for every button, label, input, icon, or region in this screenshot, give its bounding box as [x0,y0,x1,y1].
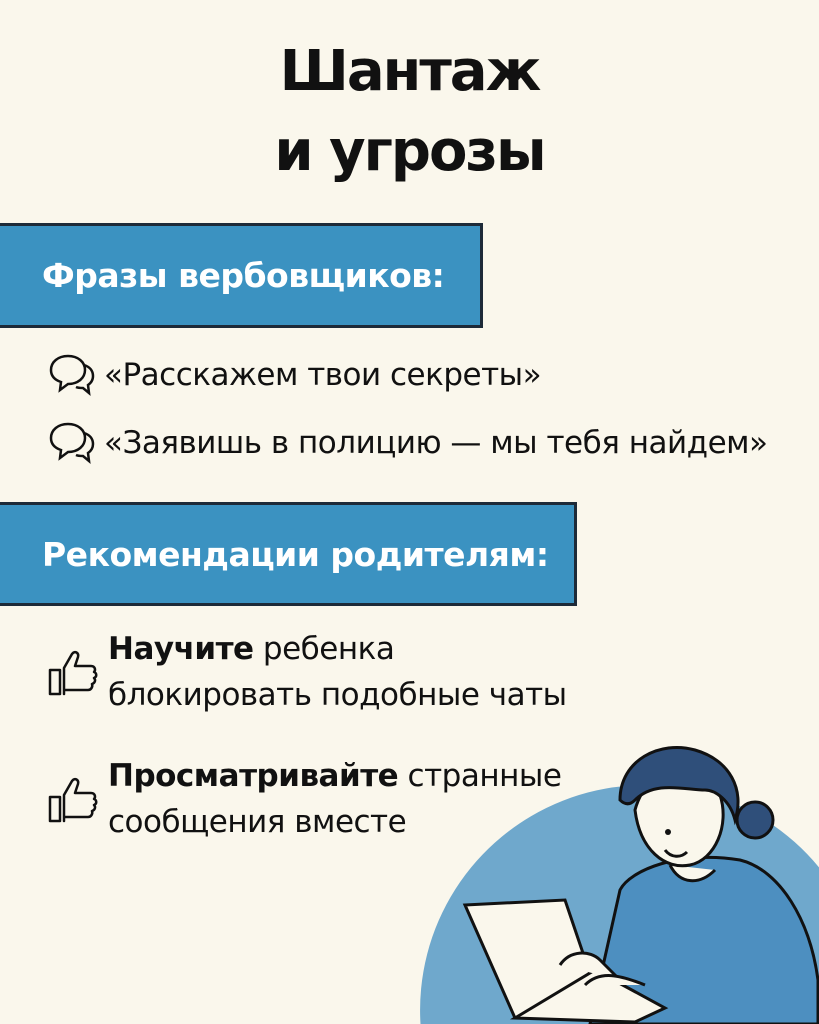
phrase-item [48,420,768,466]
phrase-text: «Расскажем твои секреты» [104,357,542,393]
phrase-text: «Заявишь в полицию — мы тебя найдем» [104,425,768,461]
thumbs-up-icon [46,648,100,698]
hair-bun [737,802,773,838]
woman-eye [665,829,671,835]
recommendation-bold: Просматривайте [108,758,399,794]
thumbs-up-icon [46,775,100,825]
phrases-heading-box [0,223,483,328]
speech-bubbles-icon [48,420,98,466]
recommendation-rest: странные [398,758,562,794]
recommendation-line2: блокировать подобные чаты [108,677,567,713]
page-title-line-2: и угрозы [274,119,545,184]
recommendations-heading: Рекомендации родителям: [42,534,549,574]
speech-bubbles-icon [48,352,98,398]
recommendation-line2: сообщения вместе [108,804,407,840]
page-title-line-1: Шантаж [279,39,540,104]
woman-with-laptop-illustration [420,700,819,1024]
recommendation-rest: ребенка [253,631,395,667]
recommendation-bold: Научите [108,631,254,667]
phrase-item [48,352,541,398]
phrases-heading: Фразы вербовщиков: [42,256,445,295]
recommendations-heading-box [0,502,577,606]
